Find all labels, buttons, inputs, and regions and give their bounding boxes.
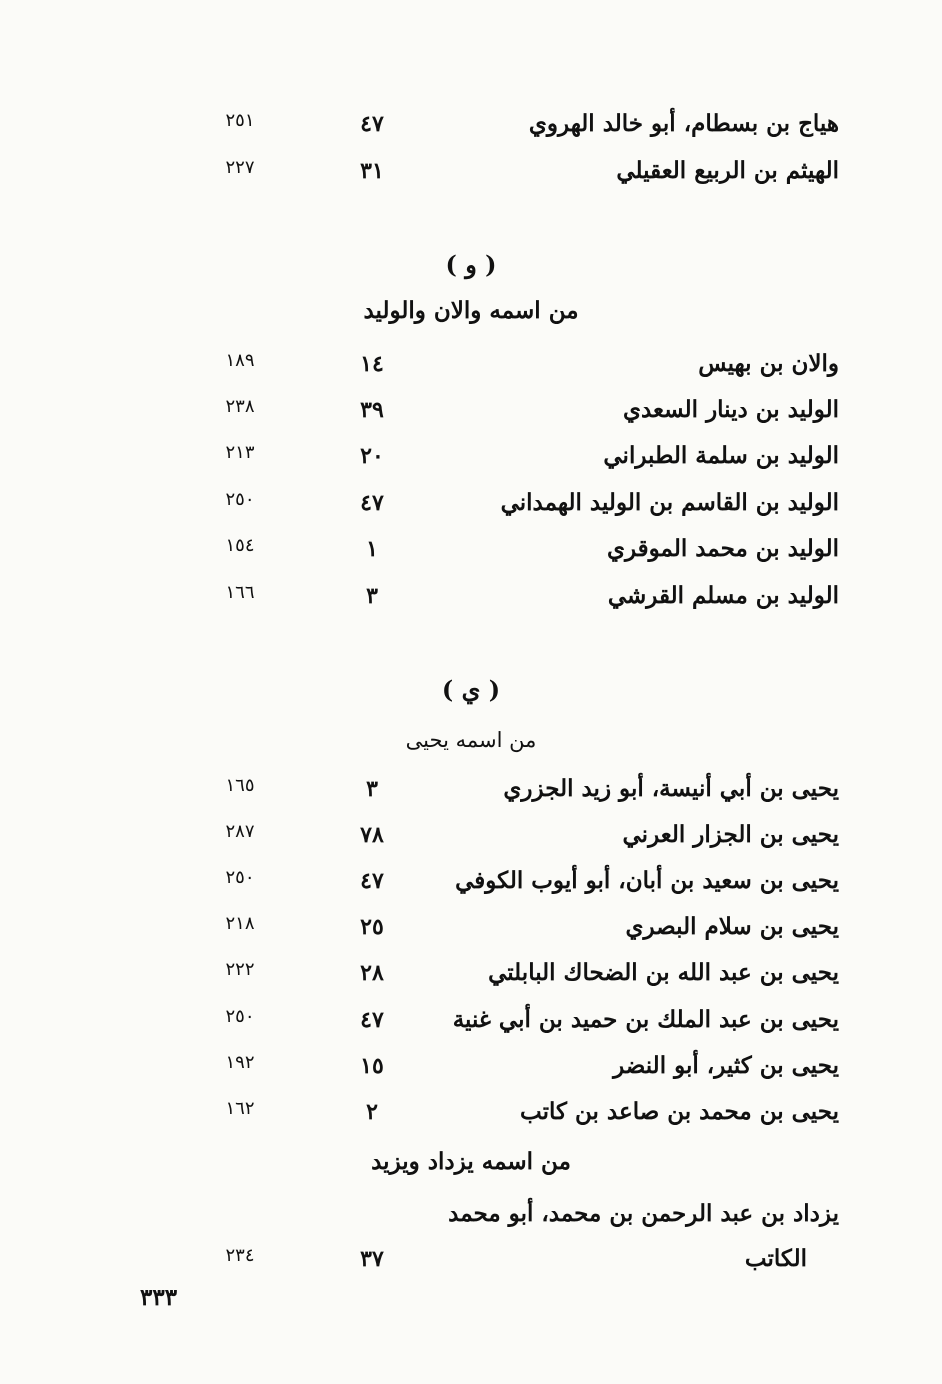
entry-number: ٣١ bbox=[360, 158, 384, 184]
index-entry bbox=[0, 387, 942, 433]
index-entry bbox=[0, 341, 942, 387]
section-letter: ( ي ) bbox=[441, 675, 501, 704]
entry-number: ٤٧ bbox=[360, 111, 384, 137]
entry-name: يحيى بن الجزار العرني bbox=[622, 821, 839, 848]
entry-page: ١٨٩ bbox=[225, 350, 255, 371]
entry-page: ٢٥٠ bbox=[225, 1006, 255, 1027]
entry-number: ٢٠ bbox=[360, 443, 384, 469]
entry-page: ٢٣٨ bbox=[225, 396, 255, 417]
index-entry bbox=[0, 997, 942, 1043]
entry-number: ٤٧ bbox=[360, 868, 384, 894]
index-entry bbox=[0, 950, 942, 996]
index-entry bbox=[0, 766, 942, 812]
entry-number: ٣ bbox=[366, 583, 378, 609]
page-number: ٣٣٣ bbox=[140, 1284, 178, 1311]
index-entry bbox=[0, 904, 942, 950]
entry-name: الوليد بن محمد الموقري bbox=[606, 535, 839, 562]
entry-number: ٤٧ bbox=[360, 1007, 384, 1033]
entry-number: ٣ bbox=[366, 776, 378, 802]
index-entry bbox=[0, 101, 942, 147]
entry-number: ٧٨ bbox=[360, 822, 384, 848]
index-entry bbox=[0, 480, 942, 526]
entry-number: ١٥ bbox=[360, 1053, 384, 1079]
entry-name: الهيثم بن الربيع العقيلي bbox=[616, 157, 839, 184]
section-heading: من اسمه يحيى bbox=[405, 728, 537, 752]
index-entry bbox=[0, 573, 942, 619]
entry-page: ٢٥١ bbox=[225, 110, 255, 131]
index-entry bbox=[0, 1089, 942, 1135]
index-entry bbox=[0, 858, 942, 904]
entry-number: ٤٧ bbox=[360, 490, 384, 516]
section-letter: ( و ) bbox=[445, 250, 497, 279]
entry-name: يحيى بن عبد الملك بن حميد بن أبي غنية bbox=[452, 1006, 839, 1033]
entry-name: يحيى بن محمد بن صاعد بن كاتب bbox=[520, 1098, 839, 1125]
entry-number: ٢٥ bbox=[360, 914, 384, 940]
index-entry bbox=[0, 812, 942, 858]
entry-name: الوليد بن القاسم بن الوليد الهمداني bbox=[500, 489, 839, 516]
entry-page: ١٩٢ bbox=[225, 1052, 255, 1073]
entry-name: هياج بن بسطام، أبو خالد الهروي bbox=[528, 110, 839, 137]
entry-name: الوليد بن دينار السعدي bbox=[622, 396, 839, 423]
index-entry bbox=[0, 1191, 942, 1237]
entry-name: والان بن بهيس bbox=[698, 350, 839, 377]
entry-name: الوليد بن سلمة الطبراني bbox=[603, 442, 839, 469]
entry-number: ٢ bbox=[366, 1099, 378, 1125]
index-entry bbox=[0, 148, 942, 194]
entry-name-line2: الكاتب bbox=[744, 1245, 807, 1272]
entry-name: يحيى بن كثير، أبو النضر bbox=[613, 1052, 839, 1079]
index-entry bbox=[0, 1236, 942, 1282]
index-entry bbox=[0, 433, 942, 479]
entry-page: ٢٣٤ bbox=[225, 1245, 255, 1266]
entry-number: ٣٧ bbox=[360, 1246, 384, 1272]
index-entry bbox=[0, 526, 942, 572]
entry-name: الوليد بن مسلم القرشي bbox=[607, 582, 839, 609]
entry-page: ٢٢٢ bbox=[225, 959, 255, 980]
entry-page: ٢١٣ bbox=[225, 442, 255, 463]
entry-name-line1: يزداد بن عبد الرحمن بن محمد، أبو محمد bbox=[448, 1200, 839, 1227]
entry-name: يحيى بن أبي أنيسة، أبو زيد الجزري bbox=[503, 775, 839, 802]
index-entry bbox=[0, 1043, 942, 1089]
section-heading: من اسمه يزداد ويزيد bbox=[371, 1148, 571, 1175]
entry-page: ٢٢٧ bbox=[225, 157, 255, 178]
entry-number: ٣٩ bbox=[360, 397, 384, 423]
entry-number: ١ bbox=[366, 536, 378, 562]
entry-page: ١٦٥ bbox=[225, 775, 255, 796]
entry-number: ١٤ bbox=[360, 351, 384, 377]
entry-name: يحيى بن سعيد بن أبان، أبو أيوب الكوفي bbox=[455, 867, 839, 894]
section-heading: من اسمه والان والوليد bbox=[363, 297, 579, 324]
entry-page: ١٦٦ bbox=[225, 582, 255, 603]
entry-name: يحيى بن عبد الله بن الضحاك البابلتي bbox=[488, 959, 839, 986]
entry-page: ١٥٤ bbox=[225, 535, 255, 556]
entry-name: يحيى بن سلام البصري bbox=[625, 913, 839, 940]
entry-page: ١٦٢ bbox=[225, 1098, 255, 1119]
entry-page: ٢٥٠ bbox=[225, 489, 255, 510]
entry-page: ٢٥٠ bbox=[225, 867, 255, 888]
entry-page: ٢١٨ bbox=[225, 913, 255, 934]
entry-number: ٢٨ bbox=[360, 960, 384, 986]
entry-page: ٢٨٧ bbox=[225, 821, 255, 842]
